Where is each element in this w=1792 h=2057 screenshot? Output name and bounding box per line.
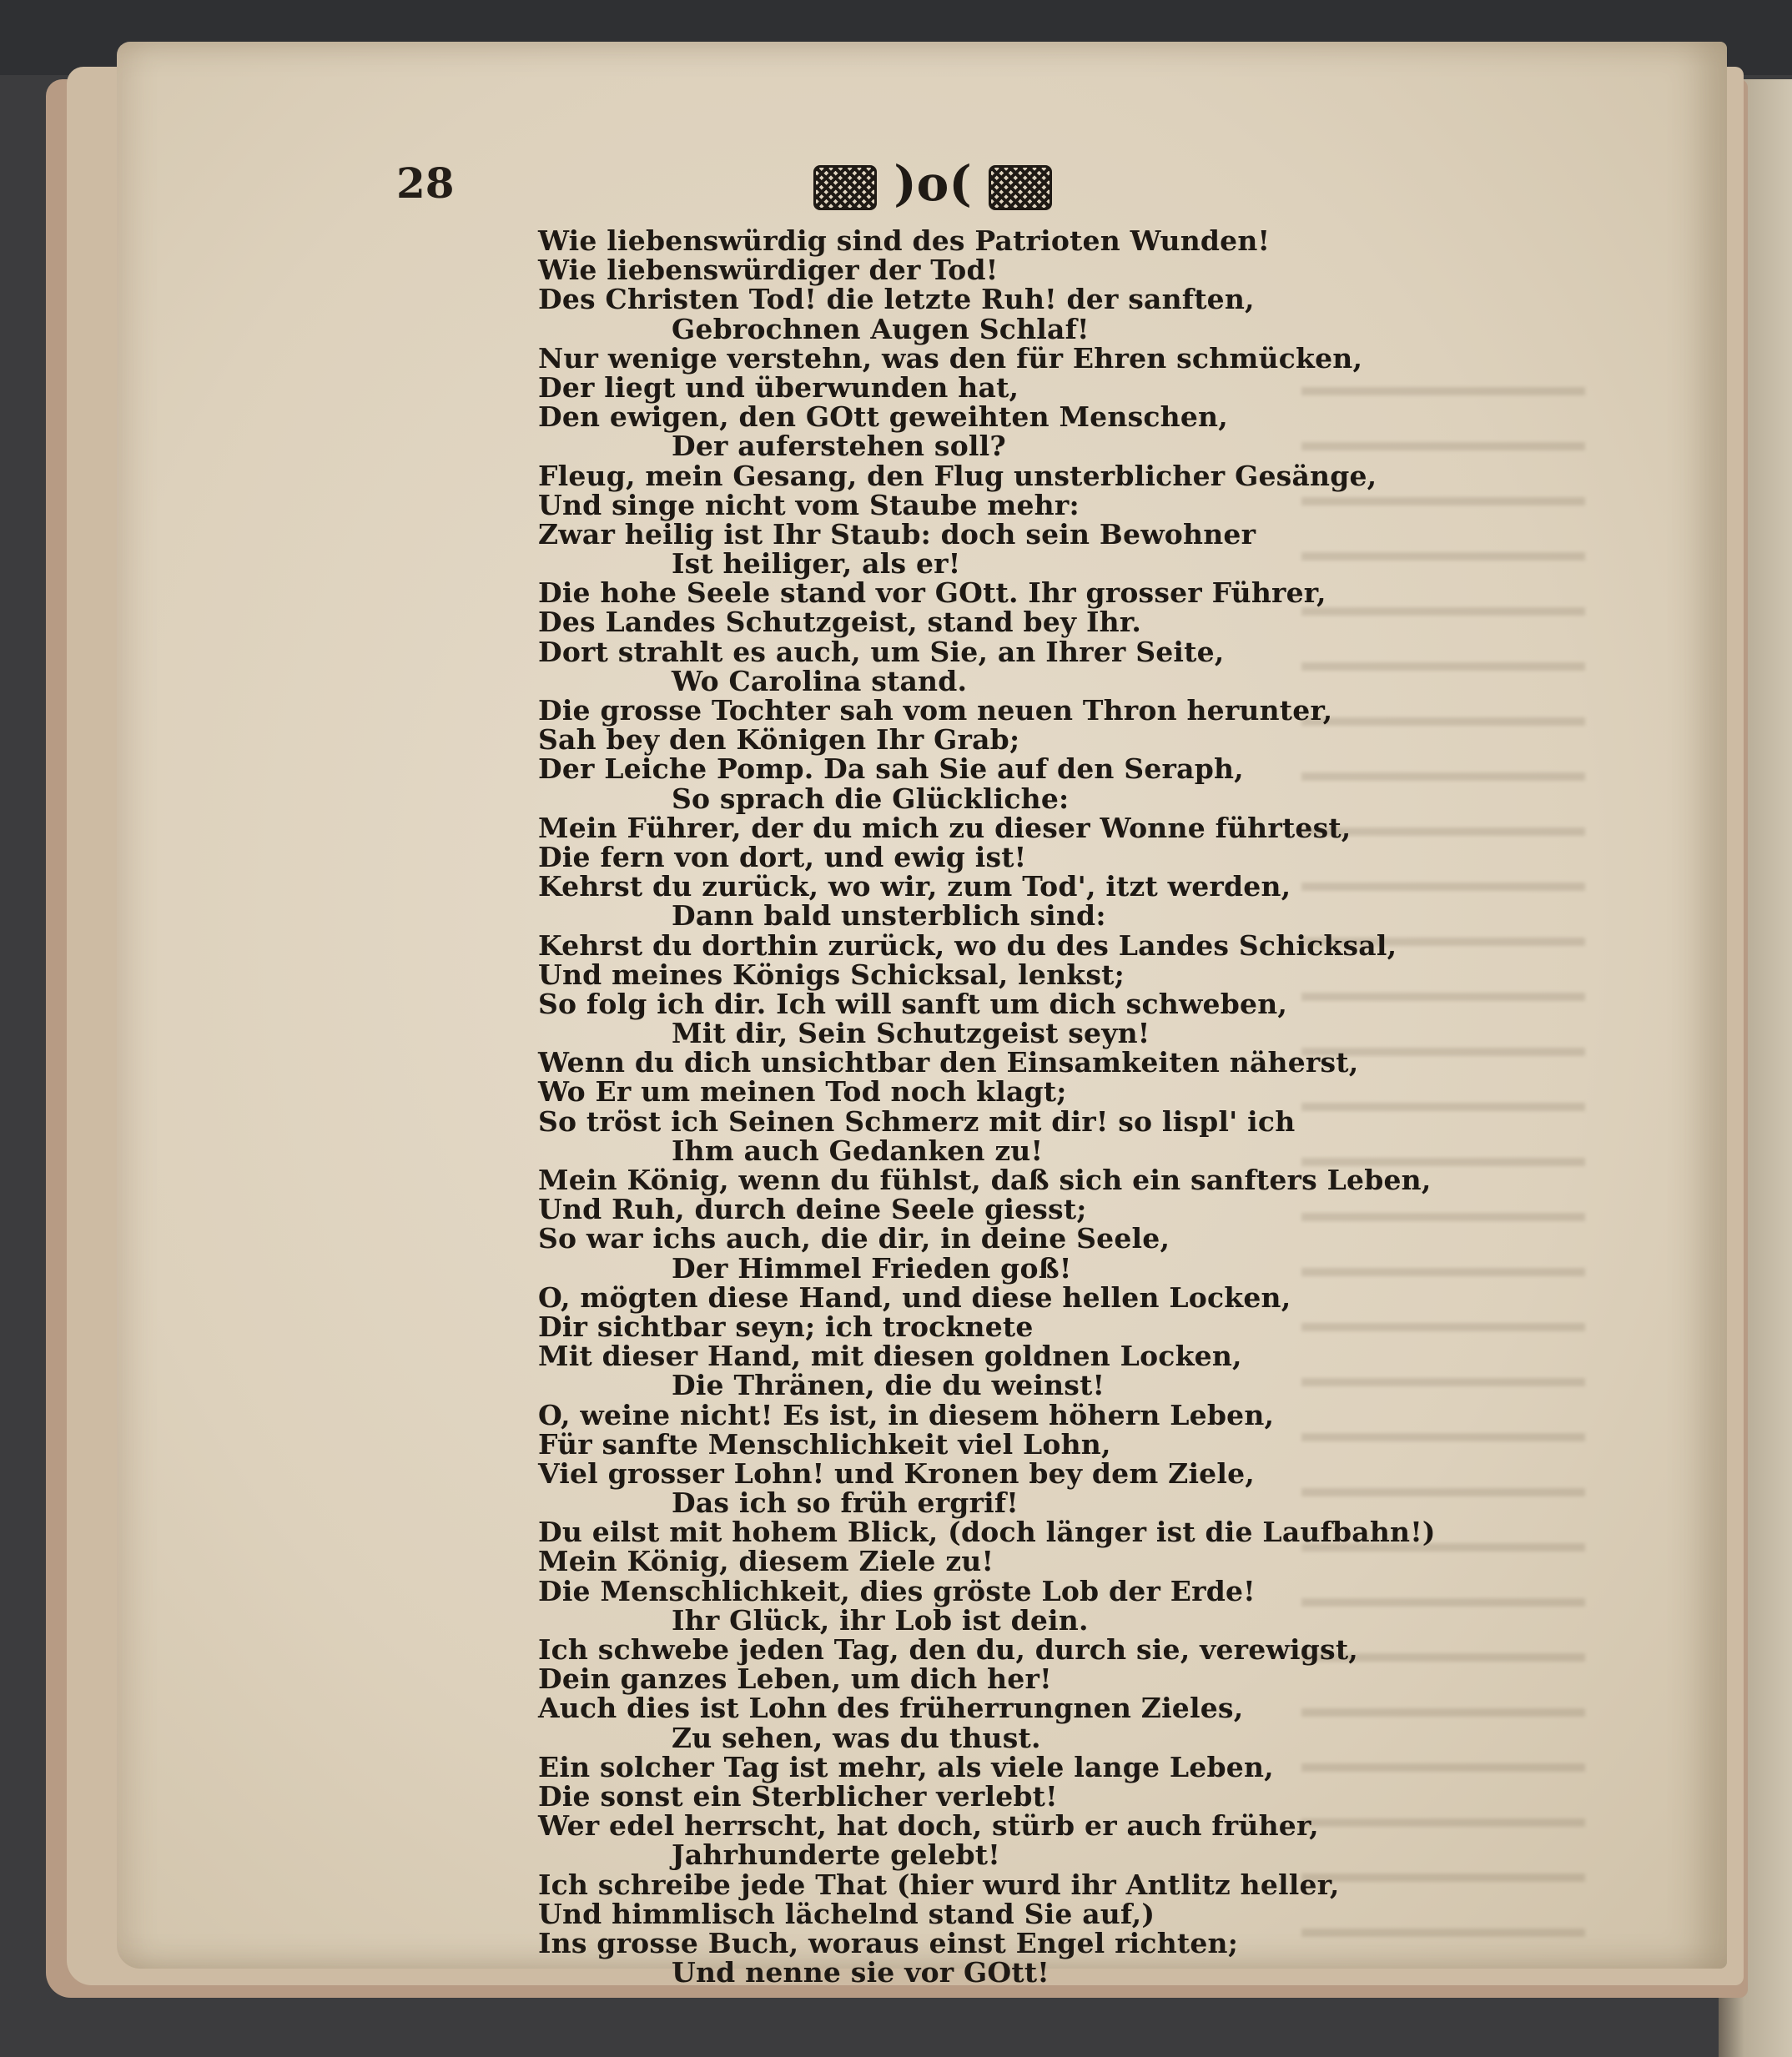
poem-line: Wenn du dich unsichtbar den Einsamkeiten näherst, [538, 1046, 1359, 1079]
poem-line: Dann bald unsterblich sind: [672, 899, 1106, 933]
poem-line: Wer edel herrscht, hat doch, stürb er auch früher, [538, 1809, 1319, 1843]
page-header [396, 155, 1147, 225]
poem-line: Ist heiliger, als er! [672, 547, 961, 581]
poem-line: Der Himmel Frieden goß! [672, 1251, 1072, 1285]
poem-line: So sprach die Glückliche: [672, 782, 1070, 815]
poem-line: Und nenne sie vor GOtt! [672, 1956, 1050, 1989]
poem-line: Und Ruh, durch deine Seele giesst; [538, 1193, 1087, 1226]
poem-line: Zwar heilig ist Ihr Staub: doch sein Bewohner [538, 517, 1256, 551]
poem-line: Des Christen Tod! die letzte Ruh! der sanften, [538, 283, 1255, 316]
poem-line: Ein solcher Tag ist mehr, als viele lange Leben, [538, 1750, 1274, 1783]
poem-line: Jahrhunderte gelebt! [672, 1838, 1000, 1872]
poem-line: Viel grosser Lohn! und Kronen bey dem Ziele, [538, 1456, 1256, 1490]
ornament-left-icon [813, 165, 877, 210]
poem-text [538, 224, 1436, 1989]
poem-line: Dein ganzes Leben, um dich her! [538, 1662, 1052, 1696]
ornament-right-icon [989, 165, 1052, 210]
poem-line: Der liegt und überwunden hat, [538, 370, 1019, 404]
show-through-text [1301, 359, 1585, 1944]
poem-line: So war ichs auch, die dir, in deine Seele, [538, 1222, 1170, 1255]
poem-line: Ihm auch Gedanken zu! [672, 1134, 1044, 1167]
poem-line: Ihr Glück, ihr Lob ist dein. [672, 1603, 1089, 1637]
poem-line: Wie liebenswürdig sind des Patrioten Wunden! [538, 224, 1271, 257]
poem-line: Der auferstehen soll? [672, 430, 1006, 463]
poem-line: Nur wenige verstehn, was den für Ehren schmücken, [538, 341, 1363, 375]
poem-line: O, mögten diese Hand, und diese hellen Locken, [538, 1280, 1291, 1314]
ornament-text: )o( [893, 155, 972, 212]
poem-line: Die sonst ein Sterblicher verlebt! [538, 1779, 1058, 1813]
poem-line: Und meines Königs Schicksal, lenkst; [538, 958, 1125, 991]
poem-line: Gebrochnen Augen Schlaf! [672, 312, 1090, 345]
poem-line: Ins grosse Buch, woraus einst Engel richten; [538, 1926, 1239, 1959]
poem-line: Den ewigen, den GOtt geweihten Menschen, [538, 400, 1228, 434]
poem-line: Zu sehen, was du thust. [672, 1721, 1041, 1754]
poem-line: Kehrst du dorthin zurück, wo du des Landes Schicksal, [538, 928, 1397, 962]
poem-line: Fleug, mein Gesang, den Flug unsterblicher Gesänge, [538, 459, 1377, 492]
poem-line: Wo Er um meinen Tod noch klagt; [538, 1075, 1067, 1109]
poem-line: Die grosse Tochter sah vom neuen Thron herunter, [538, 694, 1333, 727]
poem-line: Die hohe Seele stand vor GOtt. Ihr grosser Führer, [538, 576, 1326, 610]
poem-line: Und himmlisch lächelnd stand Sie auf,) [538, 1897, 1155, 1930]
poem-line: Mit dir, Sein Schutzgeist seyn! [672, 1017, 1150, 1050]
poem-line: Ich schwebe jeden Tag, den du, durch sie, verewigst, [538, 1633, 1358, 1666]
poem-line: Dir sichtbar seyn; ich trocknete [538, 1310, 1034, 1343]
page-number: 28 [396, 158, 455, 208]
poem-line: Die fern von dort, und ewig ist! [538, 840, 1027, 873]
poem-line: Mein König, diesem Ziele zu! [538, 1545, 994, 1578]
poem-line: Des Landes Schutzgeist, stand bey Ihr. [538, 606, 1142, 639]
poem-line: Ich schreibe jede That (hier wurd ihr Antlitz heller, [538, 1868, 1340, 1901]
poem-line: Du eilst mit hohem Blick, (doch länger ist die Laufbahn!) [538, 1516, 1436, 1549]
poem-line: Die Menschlichkeit, dies gröste Lob der Erde! [538, 1574, 1256, 1607]
poem-line: Wo Carolina stand. [672, 664, 968, 697]
poem-line: Sah bey den Königen Ihr Grab; [538, 723, 1020, 757]
poem-line: O, weine nicht! Es ist, in diesem höhern Leben, [538, 1398, 1275, 1431]
poem-line: Der Leiche Pomp. Da sah Sie auf den Seraph, [538, 752, 1244, 786]
poem-line: Die Thränen, die du weinst! [672, 1369, 1105, 1402]
poem-line: Wie liebenswürdiger der Tod! [538, 254, 999, 287]
poem-line: Mein König, wenn du fühlst, daß sich ein sanfters Leben, [538, 1164, 1432, 1196]
poem-line: Für sanfte Menschlichkeit viel Lohn, [538, 1427, 1111, 1461]
poem-line: Und singe nicht vom Staube mehr: [538, 488, 1080, 521]
poem-line: Das ich so früh ergrif! [672, 1486, 1019, 1520]
poem-line: Dort strahlt es auch, um Sie, an Ihrer Seite, [538, 635, 1225, 668]
poem-line: Kehrst du zurück, wo wir, zum Tod', itzt werden, [538, 870, 1291, 903]
poem-line: Mit dieser Hand, mit diesen goldnen Locken, [538, 1340, 1242, 1373]
poem-line: Auch dies ist Lohn des früherrungnen Zieles, [538, 1692, 1244, 1725]
header-ornament [813, 155, 1052, 212]
poem-line: Mein Führer, der du mich zu dieser Wonne führtest, [538, 811, 1352, 844]
poem-line: So tröst ich Seinen Schmerz mit dir! so lispl' ich [538, 1104, 1296, 1138]
poem-line: So folg ich dir. Ich will sanft um dich schweben, [538, 987, 1288, 1020]
